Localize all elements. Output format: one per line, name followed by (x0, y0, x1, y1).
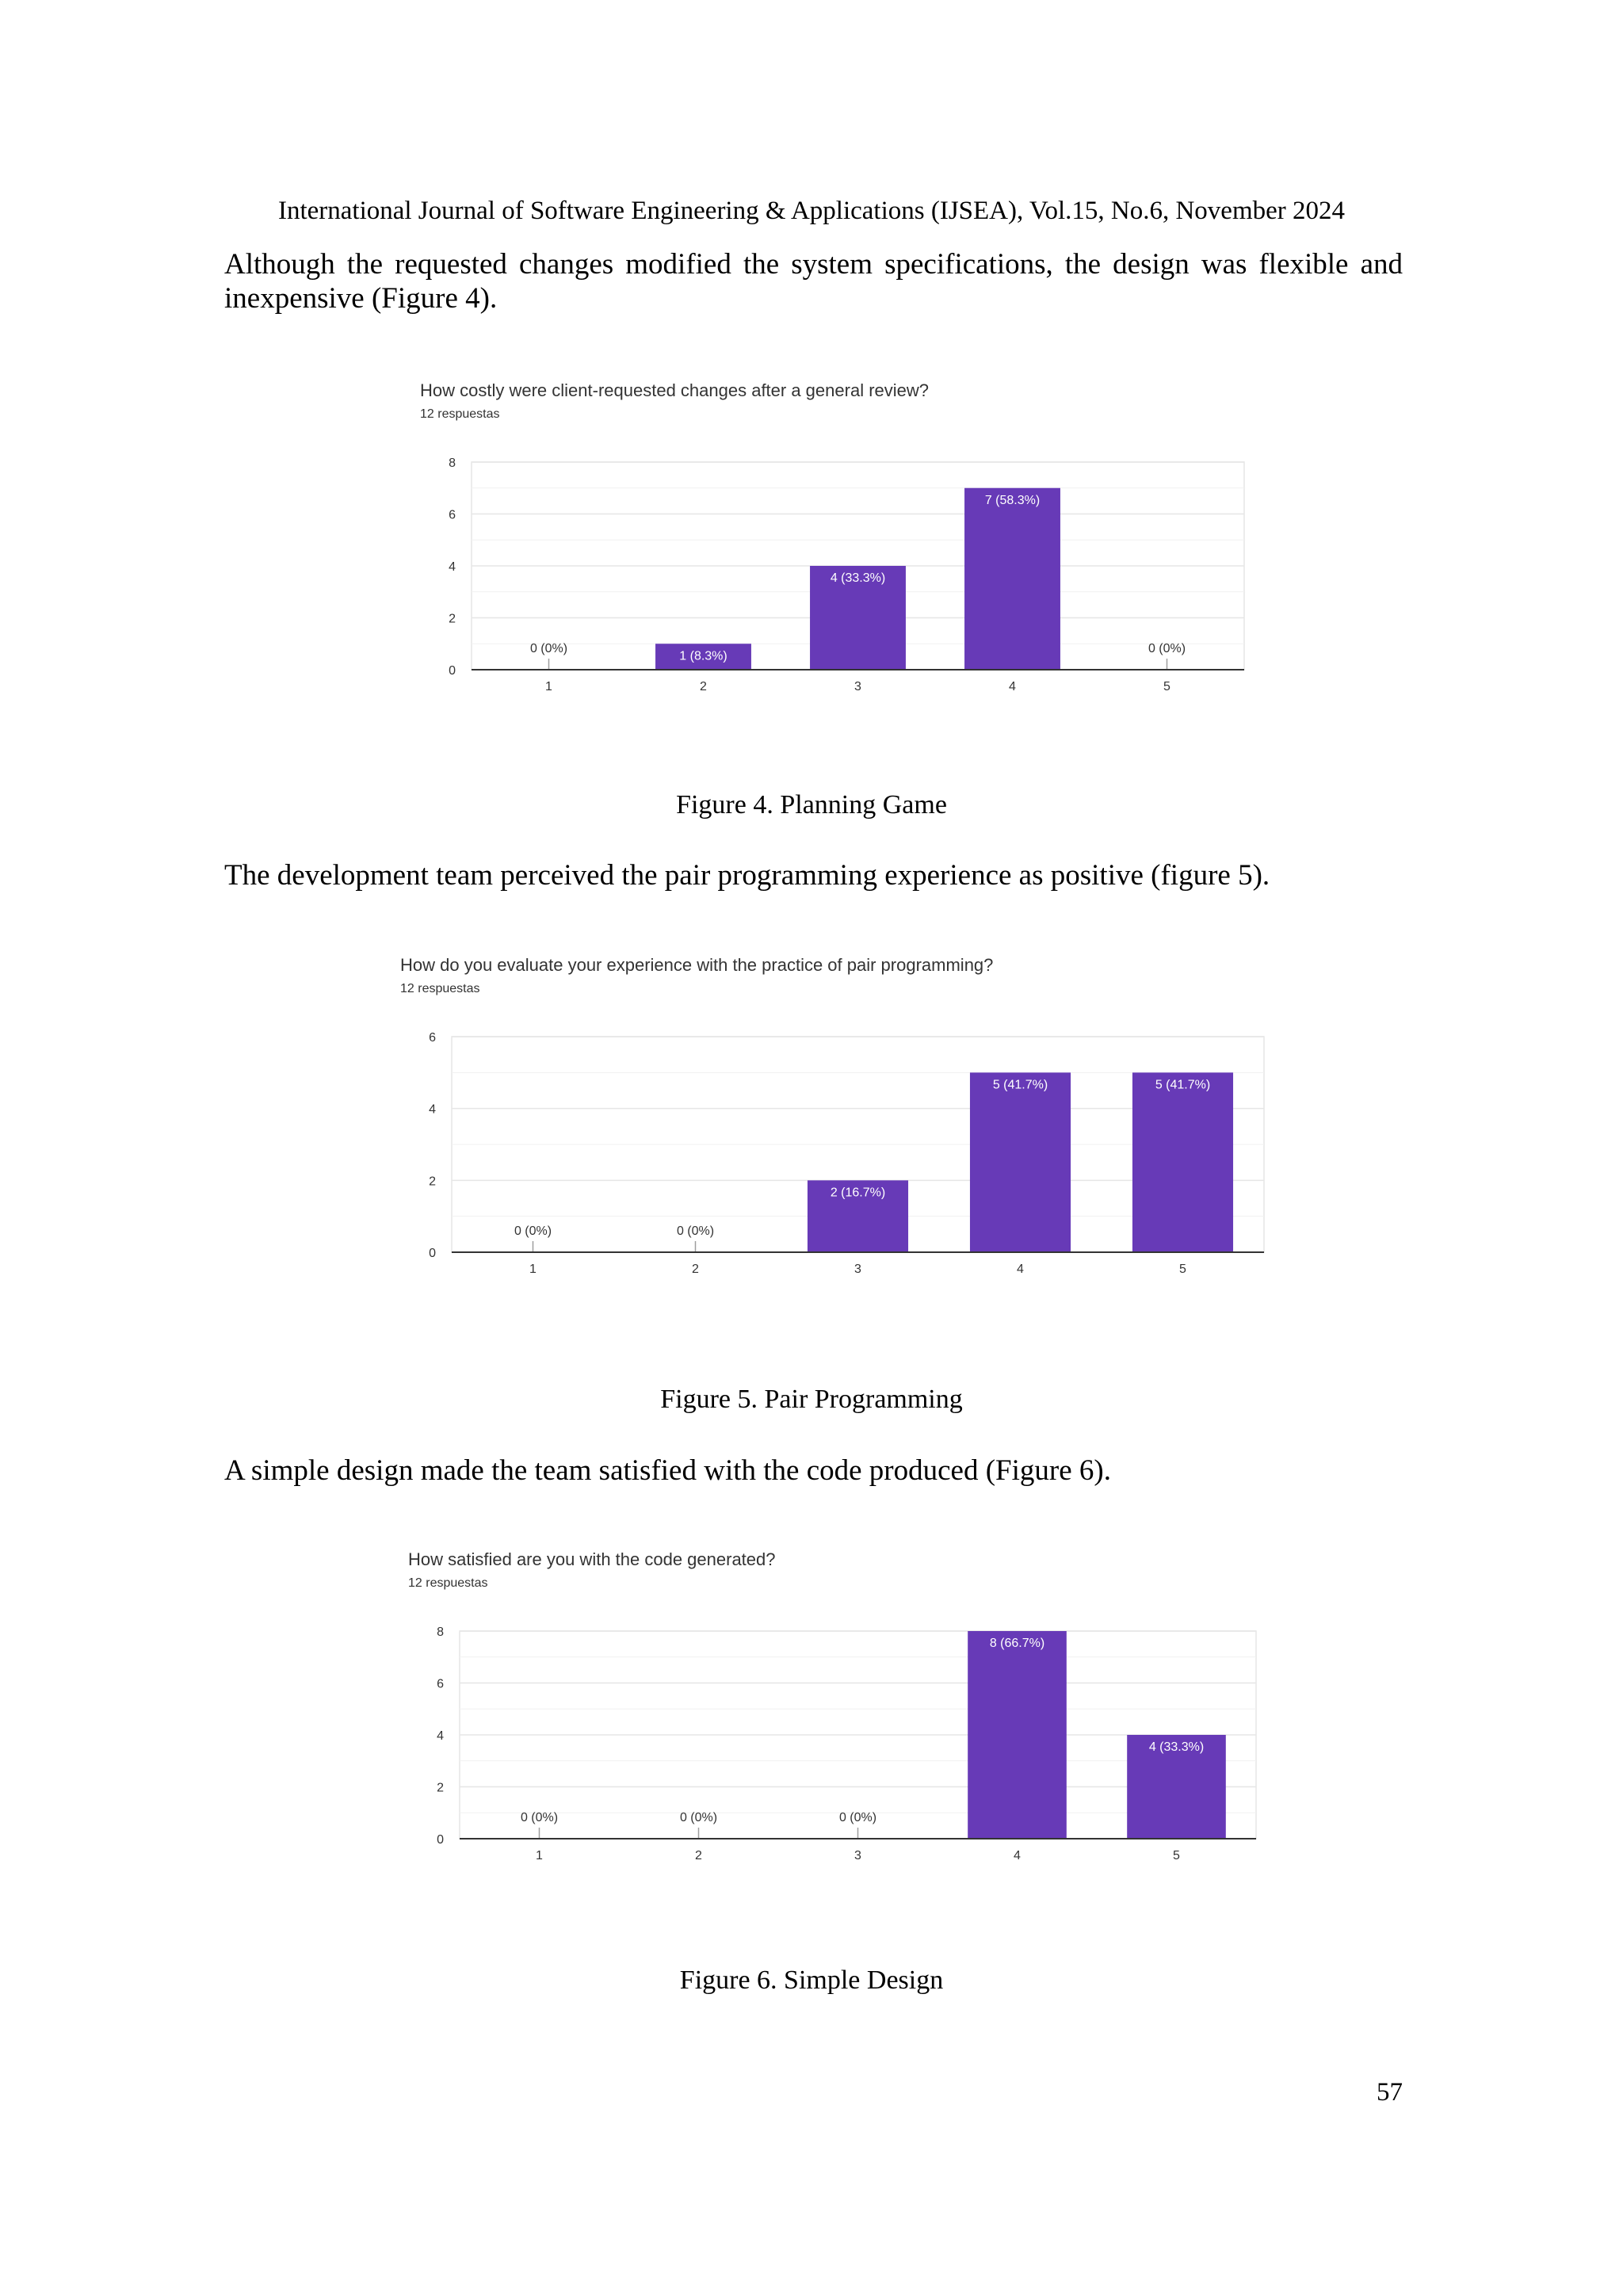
chart-subtitle: 12 respuestas (420, 407, 500, 421)
x-tick-label: 5 (1179, 1263, 1186, 1276)
bar-value-label: 8 (66.7%) (989, 1637, 1045, 1650)
bar (970, 1072, 1071, 1252)
figure-4-caption: Figure 4. Planning Game (676, 790, 947, 819)
x-tick-label: 2 (692, 1263, 699, 1276)
y-tick-label: 4 (429, 1102, 436, 1117)
bar-chart-svg (412, 372, 1252, 713)
y-tick-label: 8 (437, 1626, 444, 1639)
y-tick-label: 6 (437, 1677, 444, 1691)
x-tick-label: 5 (1173, 1849, 1180, 1862)
bar-value-label: 0 (0%) (676, 1224, 715, 1238)
bar-value-label: 0 (0%) (514, 1224, 552, 1238)
x-tick-label: 4 (1017, 1263, 1024, 1276)
chart-subtitle: 12 respuestas (400, 982, 480, 995)
figure-4-chart (412, 372, 1252, 713)
chart-title: How costly were client-requested changes after a general review? (420, 380, 929, 400)
x-tick-label: 3 (854, 1849, 861, 1862)
chart-title: How satisfied are you with the code generated? (408, 1549, 776, 1569)
bar-value-label: 4 (33.3%) (830, 571, 886, 585)
bar (968, 1631, 1067, 1839)
bar-chart-svg (392, 947, 1272, 1296)
y-tick-label: 4 (437, 1729, 444, 1743)
bar-value-label: 0 (0%) (679, 1811, 718, 1824)
bar-value-label: 0 (0%) (520, 1811, 559, 1824)
y-tick-label: 2 (437, 1781, 444, 1795)
y-tick-label: 8 (449, 457, 456, 470)
x-tick-label: 4 (1014, 1849, 1021, 1862)
x-tick-label: 1 (536, 1849, 543, 1862)
x-tick-label: 3 (854, 1263, 861, 1276)
bar-chart-svg (400, 1541, 1264, 1882)
bar-value-label: 5 (41.7%) (992, 1078, 1048, 1092)
paragraph-3: A simple design made the team satisfied with the code produced (Figure 6). (224, 1454, 1111, 1487)
bar-value-label: 4 (33.3%) (1148, 1740, 1205, 1754)
paragraph-1: Although the requested changes modified the system specifications, the design was flexible and inexpensive (Figure 4). (224, 248, 1403, 315)
x-tick-label: 3 (854, 680, 861, 693)
running-header: International Journal of Software Engineering & Applications (IJSEA), Vol.15, No.6, November 2024 (277, 197, 1346, 225)
bar-value-label: 0 (0%) (838, 1811, 877, 1824)
bar-value-label: 0 (0%) (1148, 642, 1186, 655)
y-tick-label: 0 (449, 664, 456, 678)
bar (1132, 1072, 1233, 1252)
figure-5-chart (392, 947, 1272, 1296)
bar (964, 488, 1060, 670)
bar-value-label: 2 (16.7%) (830, 1186, 886, 1200)
chart-subtitle: 12 respuestas (408, 1576, 488, 1590)
paragraph-2: The development team perceived the pair programming experience as positive (figure 5). (224, 859, 1270, 892)
x-tick-label: 1 (529, 1263, 537, 1276)
y-tick-label: 2 (429, 1175, 436, 1189)
figure-5-caption: Figure 5. Pair Programming (660, 1385, 963, 1414)
bar-value-label: 0 (0%) (529, 642, 568, 655)
x-tick-label: 2 (695, 1849, 702, 1862)
y-tick-label: 6 (429, 1031, 436, 1045)
x-tick-label: 4 (1009, 680, 1016, 693)
figure-6-chart (400, 1541, 1264, 1882)
bar-value-label: 1 (8.3%) (679, 649, 727, 663)
x-tick-label: 1 (545, 680, 552, 693)
y-tick-label: 6 (449, 508, 456, 522)
bar-value-label: 7 (58.3%) (984, 493, 1041, 507)
page-number: 57 (1377, 2078, 1403, 2107)
x-tick-label: 2 (700, 680, 707, 693)
chart-title: How do you evaluate your experience with the practice of pair programming? (400, 955, 994, 975)
y-tick-label: 0 (429, 1247, 436, 1260)
y-tick-label: 4 (449, 560, 456, 574)
bar-value-label: 5 (41.7%) (1155, 1078, 1211, 1092)
x-tick-label: 5 (1163, 680, 1170, 693)
figure-6-caption: Figure 6. Simple Design (679, 1966, 944, 1995)
y-tick-label: 2 (449, 612, 456, 626)
y-tick-label: 0 (437, 1833, 444, 1847)
